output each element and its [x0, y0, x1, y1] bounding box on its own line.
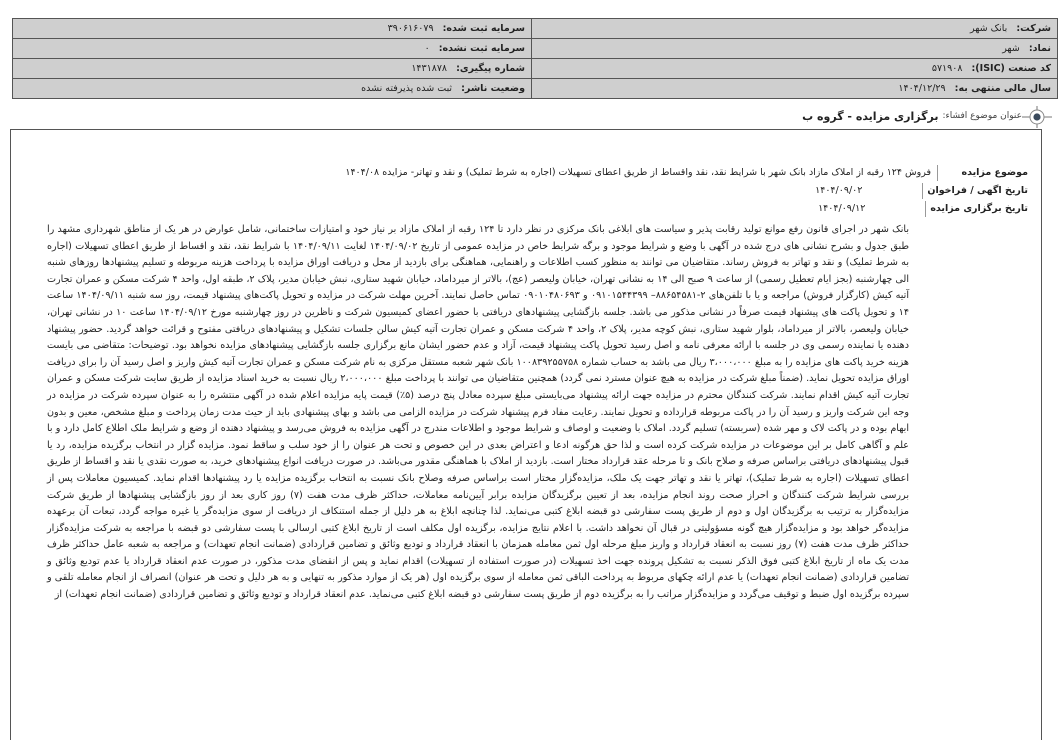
registered-capital-value: ۳۹۰۶۱۶۰۷۹: [387, 23, 434, 34]
auction-date-label: تاریخ برگزاری مزایده: [925, 201, 1028, 217]
symbol-value: شهر: [1002, 43, 1020, 54]
info-row: [13, 39, 1058, 59]
company-info-table: [12, 18, 1058, 99]
fiscal-year-value: ۱۴۰۴/۱۲/۲۹: [898, 83, 946, 94]
disclosure-topic: [802, 106, 1052, 126]
topic-label: عنوان موضوع افشاء:: [942, 111, 1022, 121]
unregistered-capital-value: ۰: [424, 43, 430, 54]
subject-value: فروش ۱۲۴ رقبه از املاک مازاد بانک شهر با شرایط نقد، نقد واقساط از طریق اعطای تسهیلات (اجاره به شرط تملیک) و نقد و تهاتر- مزایده ۱۴۰۴/۰۸: [345, 167, 931, 178]
isic-label-post: ):: [971, 63, 980, 74]
symbol-label: نماد:: [1028, 43, 1051, 54]
announcement-content: [11, 130, 1041, 604]
notice-date-value: ۱۴۰۴/۰۹/۰۲: [815, 185, 863, 196]
auction-date-row: [47, 200, 1028, 218]
target-bullet-icon: [1022, 106, 1052, 126]
symbol-cell: [532, 39, 1058, 59]
tracking-cell: [13, 59, 532, 79]
info-row: [13, 19, 1058, 39]
unregistered-capital-cell: [13, 39, 532, 59]
fiscal-year-cell: [532, 79, 1058, 99]
isic-label: [972, 63, 1052, 74]
isic-label-pre: کد صنعت (: [1000, 63, 1051, 74]
registered-capital-label: سرمایه ثبت شده:: [442, 23, 525, 34]
topic-title: برگزاری مزایده - گروه ب: [802, 109, 939, 123]
info-row: [13, 59, 1058, 79]
tracking-label: شماره پیگیری:: [456, 63, 525, 74]
info-row: [13, 79, 1058, 99]
company-cell: [532, 19, 1058, 39]
company-label: شرکت:: [1016, 23, 1051, 34]
unregistered-capital-label: سرمایه ثبت نشده:: [438, 43, 525, 54]
isic-cell: [532, 59, 1058, 79]
auction-date-value: ۱۴۰۴/۰۹/۱۲: [818, 203, 866, 214]
publisher-status-cell: [13, 79, 532, 99]
notice-date-label: تاریخ اگهی / فراخوان: [922, 183, 1028, 199]
tracking-value: ۱۴۳۱۸۷۸: [411, 63, 448, 74]
isic-label-en: ISIC: [979, 63, 1001, 74]
announcement-body: بانک شهر در اجرای قانون رفع موانع تولید رقابت پذیر و سیاست های ابلاغی بانک مرکزی در نظر دارد تا ۱۲۴ رقبه از املاک مازاد بر نیاز خود و امتیازات ساختمانی، شامل عوارض در هر یک از مناطق شهرداری مشهد را طبق جدول و بشرح نشانی های درج شده در آگهی با وضع و شرایط موجود و برگه شرایط خاص در مزایده عمومی از تاریخ ۱۴۰۴/۰۹/۰۲ لغایت ۱۴۰۴/۰۹/۱۱ با شرایط نقد، نقد و اقساط از طریق اعطای تسهیلات (اجاره به شرط تملیک) و نقد و تهاتر به فروش رساند. متقاضیان می توانند به منظور کسب اطلاعات و راهنمایی، هماهنگی برای بازدید از محل و دریافت اوراق مزایده با پرداخت هزینه مربوطه و تسلیم پیشنهادها روزهای شنبه الی چهارشنبه (بجز ایام تعطیل رسمی) از ساعت ۹ صبح الی ۱۴ به نشانی تهران، خیابان ولیعصر (عج)، بالاتر از میرداماد، خیابان شهید ستاری، نبش خیابان مدیر، پلاک ۲، طبقه اول، واحد ۴ شرکت مسکن و عمران تجارت آتیه کیش (کارگزار فروش) مراجعه و یا با تلفن‌های ۲-۸۸۶۵۴۵۸۱– ۰۹۱۰۱۵۴۴۳۹۹ و ۰۹۰۱۰۴۸۰۶۹۳ تماس حاصل نمایند. آخرین مهلت شرکت در مزایده و تحویل پاکت‌های پیشنهاد قیمت، روز سه شنبه ۱۴۰۴/۰۹/۱۱ ساعت ۱۴ و تحویل پاکت های پیشنهاد قیمت صرفاً در نشانی مذکور می باشد. جلسه بازگشایی پیشنهادهای دریافتی با حضور اعضای کمیسیون شرکت و ناظرین در روز چهارشنبه مورخ ۱۴۰۴/۰۹/۱۲ ساعت ۱۰ در نشانی تهران، خیابان ولیعصر، بالاتر از میرداماد، بلوار شهید ستاری، نبش کوچه مدیر، پلاک ۲، واحد ۴ شرکت مسکن و عمران تجارت آتیه کیش سالن جلسات تشکیل و پیشنهادهای دریافتی مفتوح و قرائت خواهد گردید. حضور پیشنهاد دهنده یا نماینده رسمی وی در جلسه با ارائه معرفی نامه و اصل رسید تحویل پاکت پیشنهاد قیمت، آزاد و عدم حضور ایشان مانع برگزاری جلسه بازگشایی پیشنهادهای مزایده نخواهد بود. توضیحات: متقاضی می بایست هزینه خرید پاکت های مزایده را به مبلغ ۳،۰۰۰،۰۰۰ ریال می باشد به حساب شماره ۱۰۰۸۳۹۲۵۵۷۵۸ بانک شهر شعبه مستقل مرکزی به نام شرکت مسکن و عمران تجارت آتیه کیش واریز و اصل رسید آن را برای دریافت اوراق مزایده تحویل نماید. (ضمناً مبلغ شرکت در مزایده به هیچ عنوان مسترد نمی گردد) همچنین متقاضیان می توانند با پرداخت مبلغ ۲،۰۰۰،۰۰۰ ریال نسبت به خرید اسناد مزایده از طریق سایت شرکت مسکن و عمران تجارت آتیه کیش اقدام نمایند. شرکت کنندگان محترم در مزایده جهت ارائه پیشنهاد می‌بایستی مبلغ سپرده معادل پنج درصد (۵٪) قیمت پایه مزایده اعلام شده در آگهی منتشره را به عنوان سپرده شرکت در مزایده در وجه این شرکت واریز و رسید آن را در پاکت مربوطه قرارداده و تحویل نمایند. رعایت مفاد فرم پیشنهاد شرکت در مزایده الزامی می باشد و بهای پیشنهادی باید از حیث مدت زمان پرداخت و مبلغ مشخص، معین و بدون ابهام بوده و در پاکت لاک و مهر شده (سربسته) تسلیم گردد. املاک با وضعیت و اوصاف و شرایط موجود و اطلاعات مندرج در آگهی مزایده به فروش می‌رسد و پیشنهاد دهنده از وضع و شرایط ملک اطلاع کامل دارد و با علم و آگاهی کامل بر این موضوعات در مزایده شرکت کرده است و لذا حق هرگونه ادعا و اعتراض بعدی در این خصوص و تحت هر عنوان را از خود سلب و ساقط نمود. مزایده گزار در انتخاب برگزیده مزایده، رد یا قبول پیشنهادهای دریافتی براساس صرفه و صلاح بانک و تا مرحله عقد قرارداد مختار است. بازدید از املاک با هماهنگی مقدور می‌باشد. در صورت دریافت انواع پیشنهادهای خرید، به صورت نقدی یا نقد و اقساط از طریق اعطای تسهیلات (اجاره به شرط تملیک)، تهاتر یا نقد و تهاتر جهت یک ملک، مزایده‌گزار مختار است براساس صرفه وصلاح بانک نسبت به انتخاب برگزیده مزایده یا رد پیشنهادها اقدام نماید. کمیسیون معاملات پس از بررسی شرایط شرکت کنندگان و احراز صحت روند انجام مزایده، بعد از تعیین برگزیدگان مزایده برابر آیین‌نامه معاملات، حداکثر ظرف مدت هفت (۷) روز کاری بعد از روز بازگشایی پیشنهادها از طریق شرکت مزایده‌گزار به ترتیب به برگزیدگان اول و دوم از طریق پست سفارشی دو قبضه ابلاغ کتبی می‌نماید. لذا چنانچه ابلاغ به هر دلیل از جمله استنکاف از دریافت از سوی مزایده‌گر یا غیره مواجه گردد، تبعات آن برعهده مزایده‌گر خواهد بود و مزایده‌گزار هیچ گونه مسؤولیتی در قبال آن نخواهد داشت. با اعلام نتایج مزایده، برگزیده اول مکلف است از تاریخ ابلاغ کتبی ارسالی با پست سفارشی دو قبضه با مراجعه به شرکت مزایده‌گزار حداکثر ظرف مدت هفت (۷) روز نسبت به انعقاد قرارداد و واریز مبلغ مرحله اول ثمن معامله همزمان با انعقاد قرارداد و تودیع وثائق و تضامین قراردادی (ضمانت انجام تعهدات) و مراجعه به شعبه عامل حداکثر ظرف مدت یک ماه از تاریخ ابلاغ کتبی فوق الذکر نسبت به تشکیل پرونده جهت اخذ تسهیلات (در صورت استفاده از تسهیلات) اقدام نماید و پس از انقضای مدت مذکور، در صورت عدم انعقاد قرارداد یا عدم تودیع وثائق و تضامین قراردادی (ضمانت انجام تعهدات) یا عدم ارائه چکهای مربوط به پرداخت الباقی ثمن معامله از سوی برگزیده اول (هر یک از موارد مذکور به تنهایی و به هر دلیل و تحت هر عنوان) انصراف از انجام معامله تلقی و سپرده برگزیده اول ضبط و توقیف می‌گردد و مزایده‌گزار مراتب را به برگزیده دوم از طریق پست سفارشی دو قبضه ابلاغ کتبی می‌نماید. عدم انعقاد قرارداد و تودیع وثائق و تضامین قراردادی (ضمانت انجام تعهدات) از: [47, 224, 910, 601]
isic-value: ۵۷۱۹۰۸: [931, 63, 963, 74]
registered-capital-cell: [13, 19, 532, 39]
announcement-frame: [10, 129, 1042, 740]
publisher-status-label: وضعیت ناشر:: [461, 83, 525, 94]
subject-label: موضوع مزایده: [937, 165, 1028, 181]
publisher-status-value: ثبت شده پذیرفته نشده: [361, 83, 453, 94]
auction-meta: [47, 164, 1028, 218]
fiscal-year-label: سال مالی منتهی به:: [954, 83, 1051, 94]
subject-row: [47, 164, 1028, 182]
company-value: بانک شهر: [970, 23, 1008, 34]
notice-date-row: [47, 182, 1028, 200]
